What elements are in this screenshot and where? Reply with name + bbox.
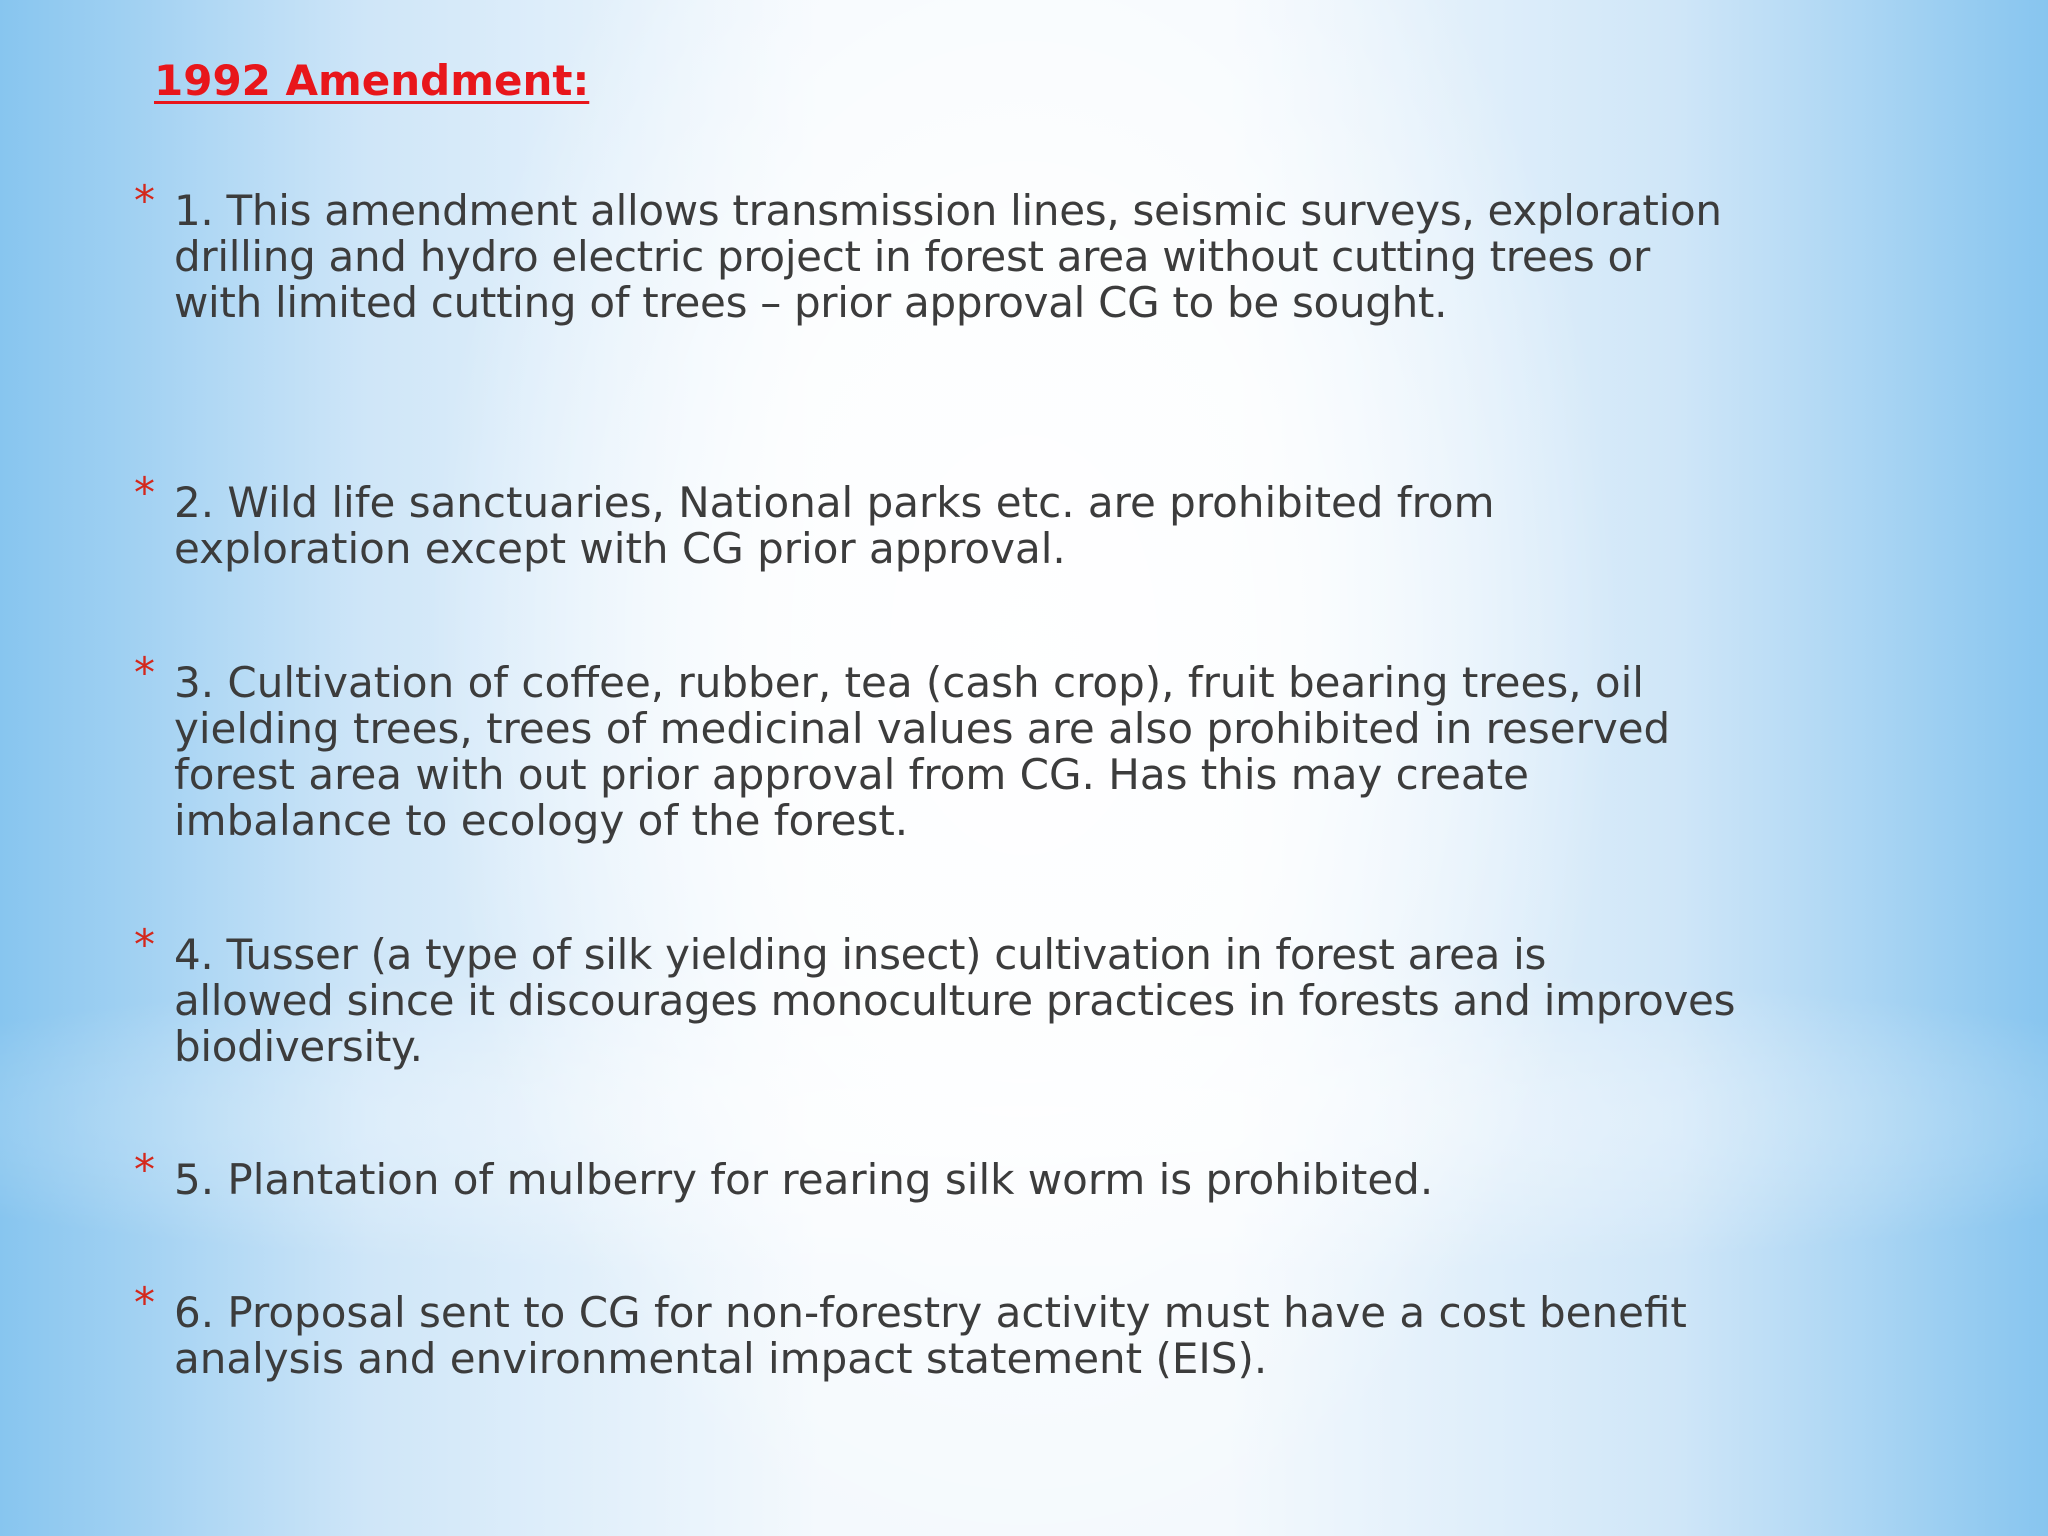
bullet-marker-icon: * [134, 176, 155, 225]
slide-title: 1992 Amendment: [154, 56, 590, 105]
bullet-text-4: 4. Tusser (a type of silk yielding insect) cultivation in forest area is allowed since it discourages monoculture practices in forests and improves biodiversity. [174, 930, 1736, 1071]
bullet-text-1: 1. This amendment allows transmission lines, seismic surveys, exploration drilling and hydro electric project in forest area without cutting trees or with limited cutting of trees – prior approval CG to be sought. [174, 186, 1722, 327]
bullet-marker-icon: * [134, 1278, 155, 1327]
bullet-text-5: 5. Plantation of mulberry for rearing silk worm is prohibited. [174, 1155, 1434, 1204]
bullet-text-3: 3. Cultivation of coffee, rubber, tea (cash crop), fruit bearing trees, oil yielding trees, trees of medicinal values are also prohibited in reserved forest area with out prior approval from CG. Has this may create imbalance to ecology of the forest. [174, 658, 1671, 845]
bullet-text-2: 2. Wild life sanctuaries, National parks etc. are prohibited from exploration except with CG prior approval. [174, 478, 1495, 573]
bullet-marker-icon: * [134, 1145, 155, 1194]
bullet-marker-icon: * [134, 468, 155, 517]
bullet-marker-icon: * [134, 648, 155, 697]
bullet-text-6: 6. Proposal sent to CG for non-forestry activity must have a cost benefit analysis and environmental impact statement (EIS). [174, 1288, 1687, 1383]
bullet-marker-icon: * [134, 920, 155, 969]
